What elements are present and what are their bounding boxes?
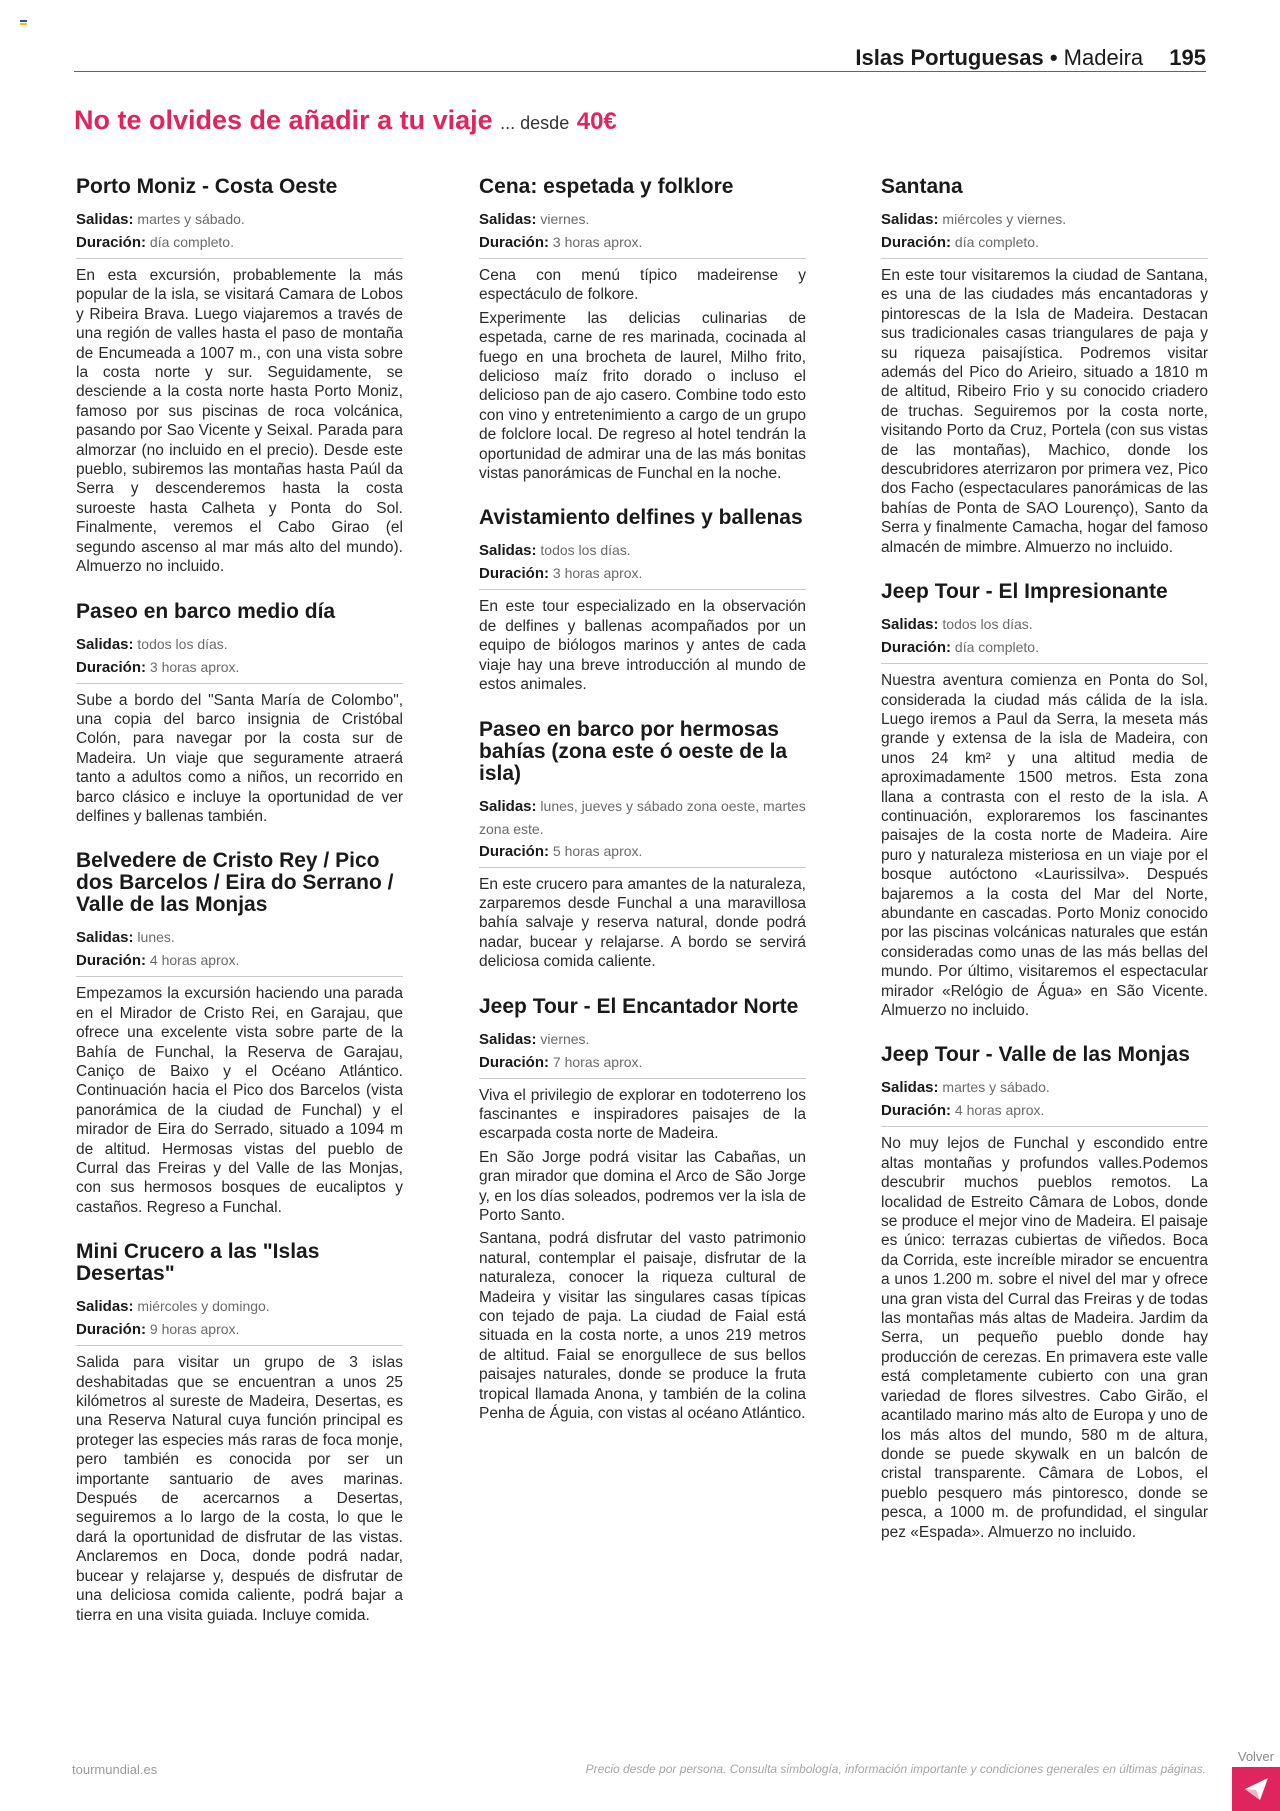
duration-value: 3 horas aprox. [552, 565, 643, 582]
tour-description: En esta excursión, probablemente la más popular de la isla, se visitará Camara de Lobos y Ribeira Brava. Luego viajaremos a través de una región de valles hasta el paso de montaña de Encumeada a 1007 m., con una vista sobre la costa norte y sur. Seguidamente, se desciende a la costa norte hasta Porto Moniz, famoso por sus piscinas de roca volcánica, pasando por Sao Vicente y Seixal. Parada para almorzar (no incluido en el precio). Desde este pueblo, subiremos las montañas hasta Paúl da Serra y descenderemos hasta la costa suroeste hasta Calheta y Ponta do Sol. Finalmente, veremos el Cabo Girao (el segundo ascenso al mar más alto del mundo). Almuerzo no incluido. [76, 267, 403, 576]
duration-label: Duración: [881, 639, 952, 657]
duration-label: Duración: [76, 658, 147, 676]
tour-meta [881, 208, 1208, 259]
duration-row [479, 231, 806, 254]
headline-price: 40€ [576, 108, 617, 135]
departures-row [76, 1295, 403, 1318]
tour-title: Belvedere de Cristo Rey / Pico dos Barcelos / Eira do Serrano / Valle de las Monjas [76, 849, 394, 917]
headline-from: ... desde [500, 113, 570, 133]
departures-value: viernes. [540, 1030, 590, 1047]
duration-row [881, 1099, 1208, 1122]
column-1 [76, 176, 403, 1649]
tour-title: Avistamiento delfines y ballenas [479, 506, 803, 530]
duration-row [479, 562, 806, 585]
duration-value: 5 horas aprox. [552, 842, 643, 859]
header-subregion: Madeira [1063, 45, 1144, 70]
tour-card [881, 1044, 1208, 1542]
departures-row [479, 1028, 806, 1051]
tour-meta [76, 926, 403, 977]
duration-label: Duración: [479, 565, 550, 583]
departures-value: lunes. [137, 929, 175, 946]
departures-row [479, 208, 806, 231]
back-label[interactable]: Volver [1237, 1749, 1274, 1764]
header-separator: • [1049, 45, 1058, 70]
tour-card [881, 176, 1208, 557]
tour-title: Paseo en barco por hermosas bahías (zona este ó oeste de la isla) [479, 717, 788, 785]
duration-label: Duración: [479, 842, 550, 860]
tour-title: Porto Moniz - Costa Oeste [76, 175, 338, 198]
tour-description: Experimente las delicias culinarias de espetada, carne de res marinada, cocinada al fuego en una brocheta de laurel, Milho frito, delicioso maíz frito dorado o incluso el delicioso pan de ajo casero. Combine todo esto con vino y entretenimiento a cargo de un grupo de folclore local. De regreso al hotel tendrán la oportunidad de admirar una de las más bonitas vistas panorámicas de Funchal en la noche. [479, 309, 806, 483]
duration-row [76, 1318, 403, 1341]
flag-icon [20, 20, 27, 27]
tour-description: Empezamos la excursión haciendo una parada en el Mirador de Cristo Rei, en Garajau, que ofrece una excelente vista sobre parte de la Bahía de Funchal, la Reserva de Garajau, Caniço de Baixo y el Océano Atlántico. Continuación hacia el Pico dos Barcelos (vista panorámica de la ciudad de Funchal) y el mirador de Eira do Serrado, situado a 1094 m de altitud. Hermosas vistas del pueblo de Curral das Freiras y del Valle de las Monjas, con sus hermosos bosques de eucaliptos y castaños. Regreso a Funchal. [76, 985, 403, 1216]
tour-meta [881, 1076, 1208, 1127]
footer-disclaimer: Precio desde por persona. Consulta simbología, información importante y condiciones generales en últimas páginas. [585, 1762, 1206, 1776]
tour-meta [76, 1295, 403, 1346]
tour-title: Mini Crucero a las "Islas Desertas" [76, 1240, 320, 1286]
departures-row [76, 208, 403, 231]
tour-card [479, 507, 806, 694]
tour-description: En este tour especializado en la observación de delfines y ballenas acompañados por un equipo de biólogos marinos y antes de cada viaje hay una breve introducción al mundo de estos animales. [479, 598, 806, 694]
departures-label: Salidas: [479, 1030, 537, 1048]
tour-meta [479, 1028, 806, 1079]
departures-value: miércoles y domingo. [137, 1298, 270, 1315]
tour-title: Cena: espetada y folklore [479, 175, 734, 198]
duration-row [76, 656, 403, 679]
tour-meta [76, 208, 403, 259]
tour-description: En este tour visitaremos la ciudad de Santana, es una de las ciudades más encantadoras y pintorescas de la Isla de Madeira. Destacan sus tradicionales casas triangulares de paja y su riqueza paisajística. Podremos visitar además del Pico do Arieiro, situado a 1810 m de altitud, Ribeiro Frio y su conocido criadero de truchas. Seguiremos por la costa norte, visitando Porto da Cruz, Portela (con sus vistas de las montañas), Machico, donde los descubridores aterrizaron por primera vez, Pico dos Facho (espectaculares panorámicas de las bahías de Ponta de SAO Lourenço), Santo da Serra y finalmente Camacha, hogar del famoso almacén de mimbre. Almuerzo no incluido. [881, 267, 1208, 556]
page-number: 195 [1169, 45, 1206, 70]
departures-label: Salidas: [76, 1298, 134, 1316]
duration-value: 3 horas aprox. [149, 658, 240, 675]
departures-value: martes y sábado. [137, 211, 245, 227]
tour-card [479, 719, 806, 972]
duration-label: Duración: [76, 1321, 147, 1339]
tour-description: Cena con menú típico madeirense y espectáculo de folkore. [479, 267, 806, 304]
tour-description: En este crucero para amantes de la naturaleza, zarparemos desde Funchal a una maravillosa bahía salvaje y reserva natural, donde podrá nadar, bucear y relajarse. A bordo se servirá deliciosa comida caliente. [479, 875, 806, 971]
tour-card [76, 176, 403, 577]
tour-card [881, 581, 1208, 1020]
tour-title: Paseo en barco medio día [76, 599, 336, 623]
tour-meta [479, 539, 806, 590]
departures-label: Salidas: [881, 211, 939, 228]
departures-row [881, 208, 1208, 231]
departures-label: Salidas: [76, 635, 134, 653]
header-region: Islas Portuguesas [855, 45, 1044, 70]
tour-description: Salida para visitar un grupo de 3 islas deshabitadas que se encuentran a unos 25 kilómetros al sureste de Madeira, Desertas, es una Reserva Natural cuya función principal es proteger las especies más raras de foca monje, pero también es conocida por ser un importante santuario de aves marinas. Después de acercarnos a Desertas, seguiremos a lo largo de la costa, lo que le dará la oportunidad de disfrutar de las vistas. Anclaremos en Doca, donde podrá nadar, bucear y relajarse y, después de disfrutar de una deliciosa comida caliente, podrá bajar a tierra en una visita guiada. Incluye comida. [76, 1354, 403, 1624]
tour-meta [479, 795, 806, 868]
duration-row [881, 231, 1208, 254]
duration-row [479, 840, 806, 863]
duration-value: 4 horas aprox. [954, 1102, 1045, 1119]
duration-value: día completo. [954, 234, 1039, 250]
page-header [74, 44, 1206, 72]
departures-label: Salidas: [76, 929, 134, 947]
departures-row [881, 1076, 1208, 1099]
tour-card [76, 850, 403, 1217]
departures-value: todos los días. [137, 635, 228, 652]
duration-value: 7 horas aprox. [552, 1053, 643, 1070]
duration-label: Duración: [479, 234, 550, 251]
departures-value: todos los días. [942, 616, 1033, 633]
departures-label: Salidas: [881, 616, 939, 634]
duration-row [479, 1051, 806, 1074]
column-2 [479, 176, 806, 1447]
duration-value: 4 horas aprox. [149, 952, 240, 969]
back-arrow-icon [1241, 1774, 1271, 1804]
tour-title: Jeep Tour - El Encantador Norte [479, 994, 799, 1018]
tour-card [76, 601, 403, 827]
departures-row [881, 613, 1208, 636]
duration-label: Duración: [881, 234, 952, 251]
departures-row [479, 795, 806, 840]
duration-value: 9 horas aprox. [149, 1321, 240, 1338]
footer-site[interactable]: tourmundial.es [72, 1762, 158, 1777]
tour-description: En São Jorge podrá visitar las Cabañas, un gran mirador que domina el Arco de São Jorge y, en los días soleados, podremos ver la isla de Porto Santo. [479, 1148, 806, 1224]
departures-value: todos los días. [540, 542, 631, 559]
duration-value: día completo. [954, 639, 1039, 656]
departures-row [76, 633, 403, 656]
duration-value: día completo. [149, 234, 234, 250]
duration-row [881, 636, 1208, 659]
departures-row [479, 539, 806, 562]
tour-meta [881, 613, 1208, 664]
page-title [74, 105, 617, 136]
tour-meta [479, 208, 806, 259]
tour-description: Santana, podrá disfrutar del vasto patrimonio natural, contemplar el paisaje, disfrutar de la naturaleza, conocer la riqueza cultural de Madeira y visitar las singulares casas típicas con tejado de paja. La ciudad de Faial está situada en la costa norte, a unos 219 metros de altitud. Faial se enorgullece de sus bellos paisajes naturales, donde se produce la fruta tropical llamada Anona, y también de la colina Penha de Águia, con vistas al océano Atlántico. [479, 1230, 806, 1423]
back-button[interactable] [1232, 1767, 1280, 1811]
duration-row [76, 231, 403, 254]
tour-description: No muy lejos de Funchal y escondido entre altas montañas y profundos valles.Podemos descubrir muchos pueblos remotos. La localidad de Estreito Câmara de Lobos, donde se produce el mejor vino de Madeira. El paisaje es único: terrazas cubiertas de viñedos. Boca da Corrida, este increíble mirador se encuentra a unos 1.200 m. sobre el nivel del mar y ofrece una gran vista del Curral das Freiras y de todas las montañas más altas de Madeira. Jardim da Serra, un pequeño pueblo donde hay producción de cerezas. En primavera este valle está completamente cubierto con una gran variedad de flores silvestres. Cabo Girão, el acantilado marino más alto de Europa y uno de los más altos del mundo, 580 m de altura, donde se puede skywalk en un balcón de cristal transparente. Câmara de Lobos, el pueblo pesquero más pintoresco, donde se pesca, a 1000 m. de profundidad, el singular pez «Espada». Almuerzo no incluido. [881, 1135, 1208, 1541]
departures-label: Salidas: [76, 211, 134, 228]
headline-title: No te olvides de añadir a tu viaje [74, 105, 493, 135]
tour-description: Nuestra aventura comienza en Ponta do Sol, considerada la ciudad más cálida de la isla. Luego iremos a Paul da Serra, la meseta más grande y extensa de la isla de Madeira, con unos 24 km² y una altitud media de aproximadamente 1500 metros. Esta zona llana a contrasta con el resto de la isla. A continuación, exploraremos los fascinantes paisajes de la costa norte de Madeira. Aire puro y naturaleza misteriosa en un viaje por el bosque autóctono «Laurissilva». Después bajaremos a la costa del Mar del Norte, abundante en cascadas. Porto Moniz conocido por las piscinas volcánicas naturales que están consideradas como unas de las más bellas del mundo. Por último, visitaremos el espectacular mirador «Relógio de Água» en São Vicente. Almuerzo no incluido. [881, 672, 1208, 1019]
duration-label: Duración: [76, 952, 147, 970]
tour-meta [76, 633, 403, 684]
tour-description: Sube a bordo del "Santa María de Colombo", una copia del barco insignia de Cristóbal Colón, para navegar por la costa sur de Madeira. Un viaje que seguramente atraerá tanto a adultos como a niños, un recorrido en barco clásico e incluye la oportunidad de ver delfines y ballenas también. [76, 691, 403, 825]
departures-value: viernes. [540, 211, 590, 227]
tour-card [479, 176, 806, 483]
tour-title: Jeep Tour - Valle de las Monjas [881, 1043, 1190, 1067]
column-3 [881, 176, 1208, 1566]
tour-description: Viva el privilegio de explorar en todoterreno los fascinantes e inspiradores paisajes de la escarpada costa norte de Madeira. [479, 1086, 806, 1143]
departures-value: miércoles y viernes. [942, 211, 1067, 227]
tour-title: Jeep Tour - El Impresionante [881, 580, 1168, 604]
duration-label: Duración: [479, 1053, 550, 1071]
tour-title: Santana [881, 175, 963, 198]
duration-label: Duración: [76, 234, 147, 251]
duration-label: Duración: [881, 1102, 952, 1120]
tour-card [479, 996, 806, 1424]
duration-value: 3 horas aprox. [552, 234, 643, 250]
departures-label: Salidas: [479, 211, 537, 228]
departures-label: Salidas: [479, 542, 537, 560]
departures-value: martes y sábado. [942, 1079, 1050, 1096]
tour-card [76, 1241, 403, 1625]
departures-value: lunes, jueves y sábado zona oeste, martes zona este. [479, 797, 806, 837]
departures-label: Salidas: [881, 1079, 939, 1097]
duration-row [76, 949, 403, 972]
departures-label: Salidas: [479, 797, 537, 815]
departures-row [76, 926, 403, 949]
